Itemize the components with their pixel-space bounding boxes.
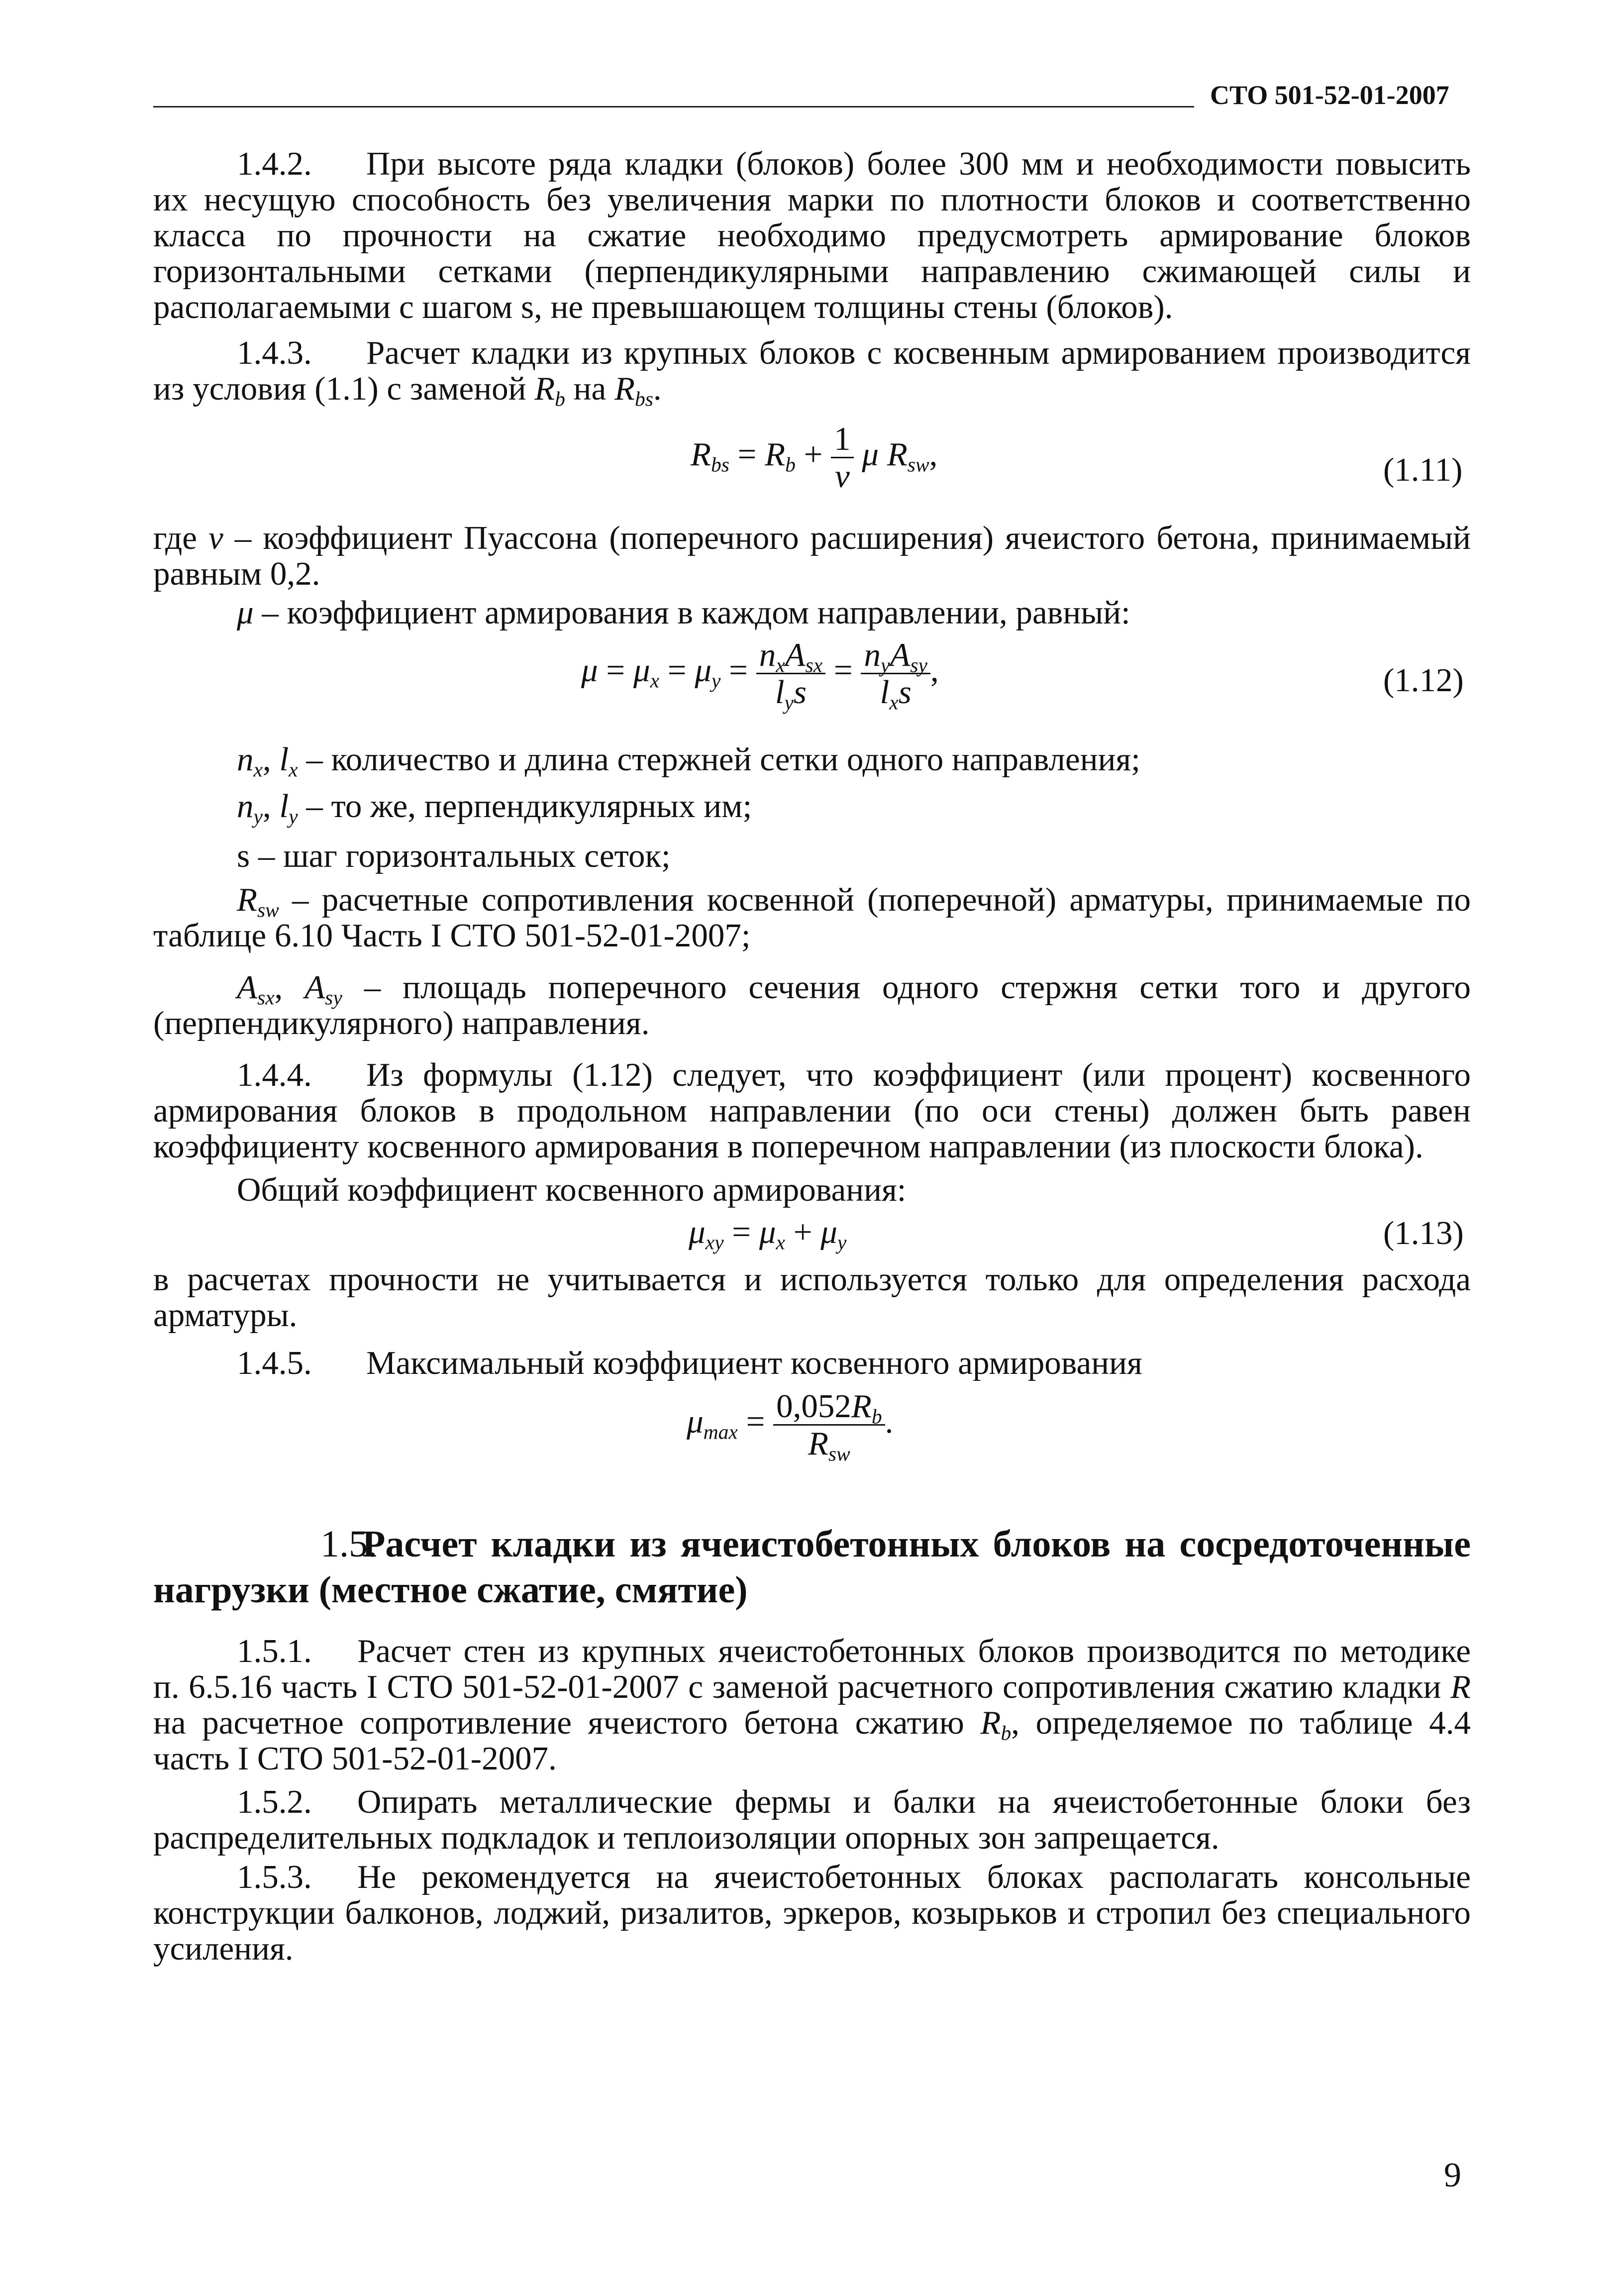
- paragraph-number: 1.4.4.: [237, 1056, 312, 1093]
- fraction-1-over-nu: $\frac{1}{\nu}$: [831, 421, 854, 494]
- section-heading-1-5: [153, 1521, 1471, 1613]
- formula-1-12: $\mu = \mu_x = \mu_y$ = $\frac{n_xA_{sx}}{l_ys}$ = $\frac{n_yA_{sy}}{l_xs}$ ,: [581, 636, 939, 714]
- word-na: на: [573, 370, 607, 407]
- paragraph-1-4-3: 1.4.3. Расчет кладки из крупных блоков с косвенным армированием производится из условия (1.1) с заменой $R_b$ на $R_{bs}$.: [153, 334, 1471, 411]
- definition-s: s – шаг горизонтальных сеток;: [237, 837, 671, 874]
- paragraph-1-4-2: [153, 146, 1471, 325]
- formula-number-1-12: (1.12): [1383, 662, 1464, 699]
- header-rule: [153, 106, 1194, 107]
- paragraph-1-4-5: [153, 1345, 1471, 1381]
- paragraph-number: 1.5.3.: [237, 1859, 312, 1895]
- fraction-mu-max: $\frac{0,052R_b}{R_{sw}}$: [773, 1388, 885, 1461]
- page-number: 9: [1444, 2156, 1461, 2194]
- paragraph-number: 1.4.3.: [237, 334, 312, 371]
- section-title: Расчет кладки из ячеистобетонных блоков на сосредоточенные нагрузки (местное сжатие, смятие): [153, 1523, 1471, 1611]
- paragraph-number: 1.4.5.: [237, 1345, 312, 1381]
- paragraph-1-5-1: 1.5.1. Расчет стен из крупных ячеистобетонных блоков производится по методике п. 6.5.16 часть I СТО 501-52-01-2007 с заменой расчетного сопротивления сжатию кладки R на расчетное сопротивление ячеистого бетона сжатию $R_b$, определяемое по таблице 4.4 часть I СТО 501-52-01-2007.: [153, 1633, 1471, 1777]
- paragraph-1-4-4: [153, 1057, 1471, 1164]
- definition-rsw: $R_{sw}$ – расчетные сопротивления косвенной (поперечной) арматуры, принимаемые по таблице 6.10 Часть I СТО 501-52-01-2007;: [153, 881, 1471, 954]
- formula-number-1-13: (1.13): [1383, 1215, 1464, 1251]
- fraction-x: $\frac{n_xA_{sx}}{l_ys}$: [756, 637, 825, 710]
- definition-asx-asy: $A_{sx}$, $A_{sy}$ – площадь поперечного сечения одного стержня сетки того и другого (перпендикулярного) направления.: [153, 969, 1471, 1041]
- fraction-y: $\frac{n_yA_{sy}}{l_xs}$: [861, 637, 930, 710]
- definition-nu: где ν – коэффициент Пуассона (поперечного расширения) ячеистого бетона, принимаемый равным 0,2.: [153, 519, 1471, 592]
- paragraph-number: 1.5.2.: [237, 1783, 312, 1820]
- paragraph-1-5-3: [153, 1859, 1471, 1967]
- header-doc-code: СТО 501-52-01-2007: [1210, 80, 1449, 110]
- paragraph-text: Опирать металлические фермы и балки на ячеистобетонные блоки без распределительных подкладок и теплоизоляции опорных зон запрещается.: [153, 1783, 1471, 1856]
- symbol-rbs: $R_{bs}$: [614, 370, 653, 411]
- paragraph-text: Расчет кладки из крупных блоков с косвенным армированием производится из условия (1.1) с заменой: [153, 334, 1471, 407]
- paragraph-total-coefficient: Общий коэффициент косвенного армирования:: [237, 1171, 907, 1208]
- paragraph-1-5-2: [153, 1784, 1471, 1856]
- formula-mu-max: $\mu_{max}$ = $\frac{0,052R_b}{R_{sw}}$ .: [687, 1388, 894, 1465]
- paragraph-text: Максимальный коэффициент косвенного армирования: [366, 1345, 1142, 1381]
- paragraph-number: 1.5.1.: [237, 1633, 312, 1669]
- formula-number-1-11: (1.11): [1383, 451, 1463, 488]
- paragraph-text: При высоте ряда кладки (блоков) более 300 мм и необходимости повысить их несущую способность без увеличения марки по плотности блоков и соответственно класса по прочности на сжатие необходимо предусмотреть армирование блоков горизонтальными сетками (перпендикулярными направлению сжимающей силы и располагаемыми с шагом s, не превышающем толщины стены (блоков).: [153, 145, 1471, 325]
- paragraph-text: Не рекомендуется на ячеистобетонных блоках располагать консольные конструкции балконов, лоджий, ризалитов, эркеров, козырьков и стропил без специального усиления.: [153, 1859, 1471, 1967]
- definition-mu: μ – коэффициент армирования в каждом направлении, равный:: [237, 594, 1130, 631]
- formula-1-13: $\mu_{xy} = \mu_x + \mu_y$: [689, 1214, 847, 1254]
- paragraph-text: Из формулы (1.12) следует, что коэффициент (или процент) косвенного армирования блоков в продольном направлении (по оси стены) должен быть равен коэффициенту косвенного армирования в поперечном направлении (из плоскости блока).: [153, 1056, 1471, 1165]
- definition-ny-ly: $n_y$, $l_y$ – то же, перпендикулярных им;: [237, 788, 752, 828]
- paragraph-number: 1.4.2.: [237, 145, 312, 182]
- definition-nx-lx: $n_x$, $l_x$ – количество и длина стержней сетки одного направления;: [237, 741, 1140, 781]
- section-number: 1.5.: [320, 1523, 377, 1565]
- paragraph-after-1-13: в расчетах прочности не учитывается и используется только для определения расхода арматуры.: [153, 1261, 1471, 1334]
- symbol-rb: $R_b$: [534, 370, 565, 411]
- formula-1-11: $R_{bs} = R_b$ + $\frac{1}{\nu}$ μ $R_{sw}$,: [691, 420, 938, 495]
